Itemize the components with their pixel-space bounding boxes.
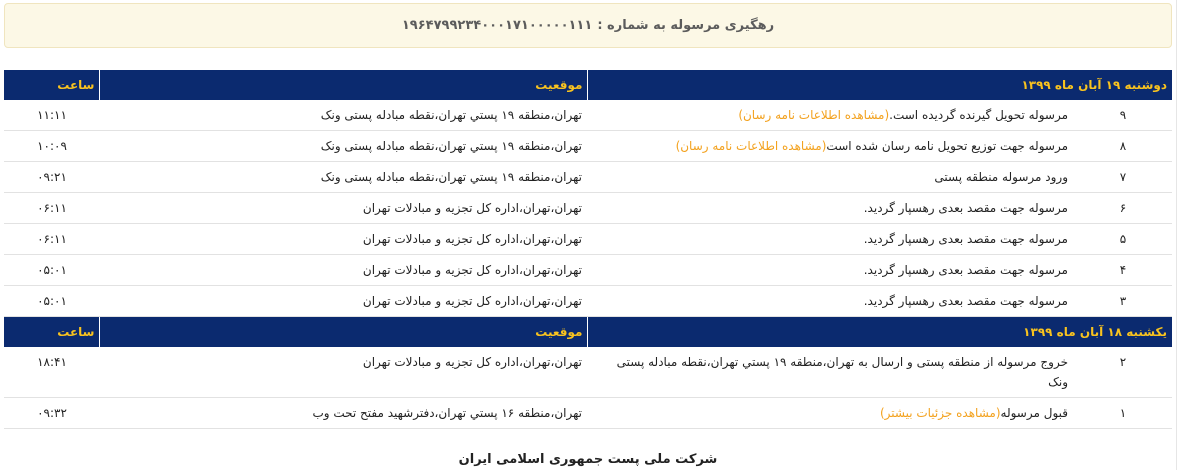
- day-header-row: [4, 70, 1172, 100]
- event-description: [588, 255, 1074, 286]
- event-description: [588, 286, 1074, 317]
- event-time: ۰۶:۱۱: [4, 193, 100, 224]
- event-time: ۱۸:۴۱: [4, 347, 100, 398]
- event-description: [588, 131, 1074, 162]
- event-step-number: ۷: [1074, 162, 1172, 193]
- day-date: یکشنبه ۱۸ آبان ماه ۱۳۹۹: [588, 317, 1172, 348]
- event-time: ۱۱:۱۱: [4, 100, 100, 131]
- event-time: ۰۶:۱۱: [4, 224, 100, 255]
- tracking-event-row: [4, 224, 1172, 255]
- event-description: [588, 193, 1074, 224]
- event-step-number: ۱: [1074, 398, 1172, 429]
- event-step-number: ۴: [1074, 255, 1172, 286]
- tracking-table: [4, 70, 1172, 429]
- event-time: ۰۹:۳۲: [4, 398, 100, 429]
- postman-info-link[interactable]: (مشاهده اطلاعات نامه رسان): [738, 108, 890, 122]
- event-time: ۰۹:۲۱: [4, 162, 100, 193]
- event-description: [588, 224, 1074, 255]
- event-location: تهران،تهران،اداره کل تجزیه و مبادلات تهران: [100, 347, 588, 398]
- event-description-text: قبول مرسوله: [1000, 406, 1068, 420]
- page-right-border: [1176, 0, 1177, 470]
- event-time: ۰۵:۰۱: [4, 255, 100, 286]
- tracking-event-row: [4, 398, 1172, 429]
- event-location: تهران،تهران،اداره کل تجزیه و مبادلات تهران: [100, 255, 588, 286]
- tracking-event-row: [4, 100, 1172, 131]
- event-location: تهران،منطقه ۱۹ پستي تهران،نقطه مبادله پستی ونک: [100, 131, 588, 162]
- location-column-header: موقعیت: [100, 317, 588, 348]
- event-description-text: مرسوله جهت مقصد بعدی رهسپار گردید.: [863, 294, 1068, 308]
- tracking-event-row: [4, 131, 1172, 162]
- tracking-banner: [4, 3, 1172, 48]
- event-step-number: ۳: [1074, 286, 1172, 317]
- tracking-event-row: [4, 255, 1172, 286]
- event-description-text: ورود مرسوله منطقه پستی: [934, 170, 1068, 184]
- event-description-text: مرسوله جهت مقصد بعدی رهسپار گردید.: [863, 232, 1068, 246]
- event-description-text: مرسوله جهت مقصد بعدی رهسپار گردید.: [863, 201, 1068, 215]
- event-description: [588, 162, 1074, 193]
- day-header-row: [4, 317, 1172, 348]
- location-column-header: موقعیت: [100, 70, 588, 100]
- footer-company-name: شرکت ملی پست جمهوری اسلامی ایران: [458, 452, 718, 467]
- postman-info-link[interactable]: (مشاهده اطلاعات نامه رسان): [675, 139, 827, 153]
- tracking-table-container: [4, 70, 1172, 429]
- event-description-text: مرسوله جهت مقصد بعدی رهسپار گردید.: [863, 263, 1068, 277]
- event-step-number: ۹: [1074, 100, 1172, 131]
- event-location: تهران،منطقه ۱۶ پستي تهران،دفترشهيد مفتح تحت وب: [100, 398, 588, 429]
- day-date: دوشنبه ۱۹ آبان ماه ۱۳۹۹: [588, 70, 1172, 100]
- more-details-link[interactable]: (مشاهده جزئیات بیشتر): [879, 406, 1001, 420]
- tracking-event-row: [4, 286, 1172, 317]
- tracking-event-row: [4, 193, 1172, 224]
- tracking-number: ۱۹۶۴۷۹۹۲۳۴۰۰۰۱۷۱۰۰۰۰۰۱۱۱: [401, 18, 593, 33]
- event-location: تهران،منطقه ۱۹ پستي تهران،نقطه مبادله پستی ونک: [100, 100, 588, 131]
- event-location: تهران،تهران،اداره کل تجزیه و مبادلات تهران: [100, 224, 588, 255]
- event-location: تهران،منطقه ۱۹ پستي تهران،نقطه مبادله پستی ونک: [100, 162, 588, 193]
- time-column-header: ساعت: [4, 317, 100, 348]
- event-location: تهران،تهران،اداره کل تجزیه و مبادلات تهران: [100, 286, 588, 317]
- event-step-number: ۲: [1074, 347, 1172, 398]
- event-step-number: ۵: [1074, 224, 1172, 255]
- tracking-event-row: [4, 162, 1172, 193]
- tracking-event-row: [4, 347, 1172, 398]
- tracking-title-label: رهگیری مرسوله به شماره :: [597, 18, 775, 33]
- event-description: [588, 398, 1074, 429]
- time-column-header: ساعت: [4, 70, 100, 100]
- event-step-number: ۶: [1074, 193, 1172, 224]
- event-description-text: مرسوله جهت توزیع تحویل نامه رسان شده است: [826, 139, 1068, 153]
- event-time: ۰۵:۰۱: [4, 286, 100, 317]
- event-description: [588, 100, 1074, 131]
- event-step-number: ۸: [1074, 131, 1172, 162]
- event-time: ۱۰:۰۹: [4, 131, 100, 162]
- event-description-text: خروج مرسوله از منطقه پستی و ارسال به تهران،منطقه ۱۹ پستي تهران،نقطه مبادله پستی ونک: [616, 355, 1068, 389]
- event-description: [588, 347, 1074, 398]
- event-location: تهران،تهران،اداره کل تجزیه و مبادلات تهران: [100, 193, 588, 224]
- event-description-text: مرسوله تحویل گیرنده گردیده است.: [889, 108, 1068, 122]
